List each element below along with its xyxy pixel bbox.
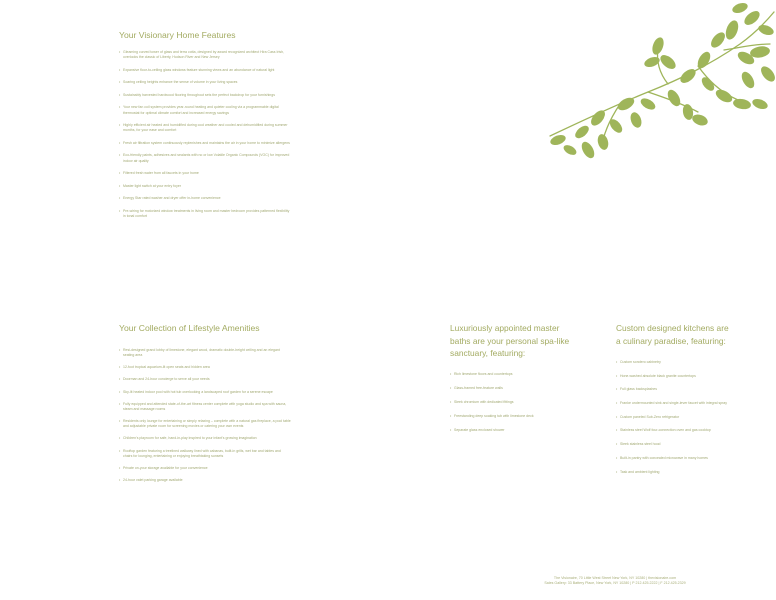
baths-heading-line: Luxuriously appointed master (450, 323, 560, 333)
leafy-branch-illustration (548, 0, 776, 170)
list-item: • Children's playroom for safe, hand-in-play inspired to your infant's growing imagination (119, 436, 291, 441)
list-item: • Stainless steel Wolf four-connection oven and gas cooktop (616, 428, 766, 433)
list-item: • Sky-lit heated indoor pool with hot tub overlooking a landscaped roof garden for a serene escape (119, 390, 291, 395)
list-item: • Sleek stainless steel hood (616, 442, 766, 447)
list-item: • Task and ambient lighting (616, 470, 766, 475)
list-item: • Eco-friendly paints, adhesives and sealants with no or low Volatile Organic Compounds (VOC) for improved indoor air quality (119, 153, 291, 164)
amenities-list (119, 348, 291, 490)
list-item: • Sleek chromium with dedicated fittings (450, 400, 580, 405)
list-item: • Doorman and 24-hour concierge to serve all your needs (119, 377, 291, 382)
list-item: • Energy Star rated washer and dryer offer in-home convenience (119, 196, 291, 201)
kitchens-heading (616, 322, 766, 347)
list-item: • Fresh air filtration system continuously replenishes and maintains the air in your home to minimize allergens (119, 141, 291, 146)
list-item: • Rich limestone floors and countertops (450, 372, 580, 377)
kitchens-heading-line: a culinary paradise, featuring: (616, 335, 726, 346)
list-item: • Custom sondero cabinetry (616, 360, 766, 365)
list-item: • Freestanding deep soaking tub with limestone deck (450, 414, 580, 419)
kitchens-list (616, 360, 766, 483)
baths-heading (450, 322, 590, 360)
amenities-heading: Your Collection of Lifestyle Amenities (119, 323, 260, 333)
kitchens-heading-line: Custom designed kitchens are (616, 323, 729, 333)
list-item: • Separate glass enclosed shower (450, 428, 580, 433)
features-heading: Your Visionary Home Features (119, 30, 236, 40)
list-item: • Private on-your storage available for your convenience (119, 466, 291, 471)
list-item: • Filtered fresh water from all faucets in your home (119, 171, 291, 176)
list-item: • Expansive floor-to-ceiling glass windows feature stunning views and an abundance of natural light (119, 68, 291, 73)
list-item: • Fully equipped and attended state-of-the-art fitness center complete with yoga studio and spa with sauna, steam and massage rooms (119, 402, 291, 413)
list-item: • Your new fan coil system provides year-round heating and quieter cooling via a programmable digital thermostat for optimal climate comfort and increased energy savings (119, 105, 291, 116)
list-item: • Glass-framed free-feature walls (450, 386, 580, 391)
footer-sales-line: Sales Gallery: 33 Battery Place, New York, NY 10280 | P 212.425.2222 | F 212.425.2329 (544, 581, 686, 586)
features-list (119, 50, 291, 226)
footer-contact (500, 576, 730, 587)
list-item: • Gleaming curved tower of glass and terra cotta, designed by award recognized architect Hira Cass Irish, overlooks the classic of Liberty, Hudson River and New Jersey (119, 50, 291, 61)
list-item: • Resi-designed grand lobby of limestone, elegant wood, dramatic double-height ceiling and an elegant seating area (119, 348, 291, 359)
baths-heading-line: baths are your personal spa-like (450, 335, 570, 346)
footer-address-line: The Visionaire, 70 Little West Street New York, NY 10280 | thevisionaire.com (553, 576, 677, 580)
list-item: • Built-in pantry with concealed microwave in many homes (616, 456, 766, 461)
list-item: • Full glass backsplashes (616, 387, 766, 392)
list-item: • Soaring ceiling heights enhance the sense of volume in your living spaces (119, 80, 291, 85)
baths-list (450, 372, 580, 441)
list-item: • Rooftop garden featuring a treelined walkway lined with cabanas, built-in grills, wet bar and tables and chairs for lounging, entertaining or enjoying breathtaking sunsets (119, 449, 291, 460)
list-item: • Sustainably harvested hardwood flooring throughout sets the perfect backdrop for your furnishings (119, 93, 291, 98)
list-item: • Custom paneled Sub-Zero refrigerator (616, 415, 766, 420)
list-item: • 24-hour valet parking garage available (119, 478, 291, 483)
list-item: • 12-foot tropical aquarium-lit open seats and hidden area (119, 365, 291, 370)
baths-heading-line: sanctuary, featuring: (450, 348, 526, 358)
list-item: • Master light switch at your entry foyer (119, 184, 291, 189)
list-item: • Pre-wiring for motorized window treatments in living room and master bedroom provides patterned flexibility in tonal comfort (119, 209, 291, 220)
list-item: • Hone-washed absolute black granite countertops (616, 374, 766, 379)
list-item: • Franke undermounted sink and single-lever faucet with integral spray (616, 401, 766, 406)
list-item: • Residents only lounge for entertaining or simply relaxing – complete with a natural gas fireplace, a pool table and adjustable private room for screening movies or catering your own events (119, 419, 291, 430)
list-item: • Highly efficient air heated and humidified during cool weather and cooled and dehumidified during summer months, for your ease and comfort (119, 123, 291, 134)
